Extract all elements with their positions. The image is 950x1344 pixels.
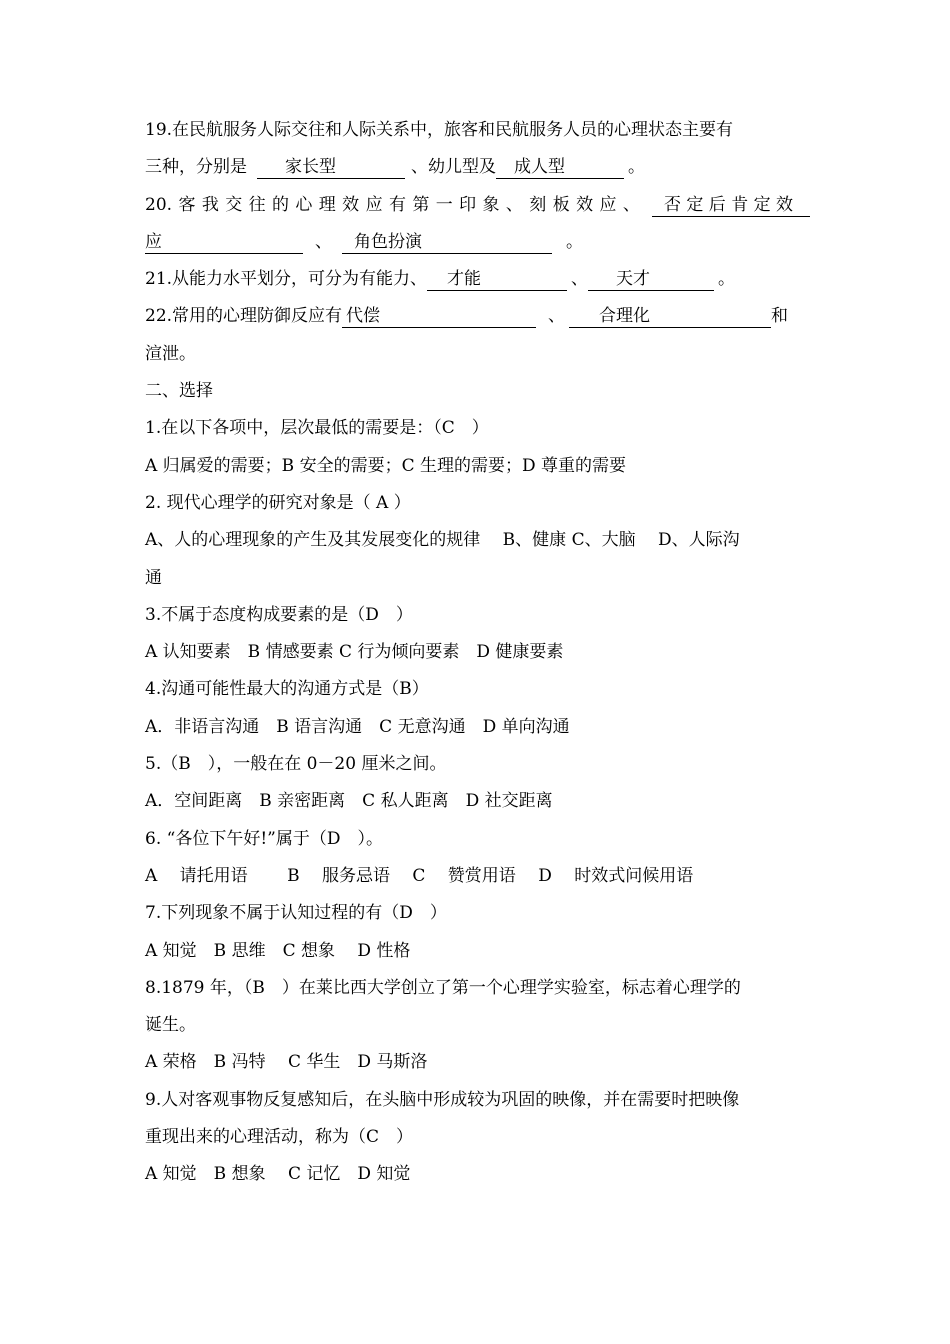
q20-char: 我 [201, 194, 219, 215]
mc-line [145, 709, 810, 746]
q20-char: 板 [552, 194, 570, 215]
q20-char: 应 [365, 194, 383, 215]
q20-end: 。 [566, 231, 583, 252]
q20-char: 一 [435, 194, 453, 215]
mc-line [145, 1156, 810, 1193]
q20-separator: 、 [315, 231, 332, 252]
q22-answer-1: 代偿 [342, 305, 536, 328]
question-5: 5.（B ），一般在在 0－20 厘米之间。 [145, 754, 447, 775]
question-9: 9.人对客观事物反复感知后，在头脑中形成较为巩固的映像，并在需要时把映像 [145, 1089, 740, 1110]
q20-char: 、 [622, 194, 640, 215]
mc-line [145, 522, 810, 559]
q20-answer-1-part-2: 应 [145, 231, 303, 254]
q19-answer-2: 成人型 [496, 156, 624, 179]
options-2-continued: 通 [145, 567, 162, 588]
q20-char: 理 [318, 194, 336, 215]
question-1: 1.在以下各项中，层次最低的需要是：（C ） [145, 418, 489, 439]
mc-line [145, 1082, 810, 1119]
options-9: A 知觉 B 想象 C 记忆 D 知觉 [145, 1164, 411, 1185]
mc-line [145, 1044, 810, 1081]
q20-char: 印 [459, 194, 477, 215]
q22-end: 和 [771, 306, 789, 327]
mc-line [145, 783, 810, 820]
mc-line [145, 597, 810, 634]
q20-char: 交 [225, 194, 243, 215]
question-3: 3.不属于态度构成要素的是（D ） [145, 604, 413, 625]
q22-continuation: 渲泄。 [145, 343, 196, 364]
q22-line-1 [145, 298, 810, 335]
q22-separator: 、 [548, 306, 566, 327]
mc-line [145, 485, 810, 522]
q20-spread-text [145, 187, 640, 224]
q20-char: 有 [388, 194, 406, 215]
question-7: 7.下列现象不属于认知过程的有（D ） [145, 903, 447, 924]
q20-char: 20. [145, 194, 173, 215]
mc-line [145, 634, 810, 671]
section-title: 二、选择 [145, 381, 213, 402]
mc-line [145, 746, 810, 783]
mc-line [145, 933, 810, 970]
mc-line [145, 448, 810, 485]
question-2: 2. 现代心理学的研究对象是（ A ） [145, 492, 411, 513]
q19-end: 。 [628, 157, 645, 178]
q19-line-2 [145, 149, 810, 186]
options-4: A．非语言沟通 B 语言沟通 C 无意沟通 D 单向沟通 [145, 716, 570, 737]
q19-line-1 [145, 112, 810, 149]
mc-line [145, 671, 810, 708]
mc-line [145, 858, 810, 895]
mc-line [145, 410, 810, 447]
q21-text: 21.从能力水平划分，可分为有能力、 [145, 269, 428, 290]
q22-answer-2: 合理化 [569, 305, 771, 328]
q20-line-2 [145, 224, 810, 261]
options-2: A、人的心理现象的产生及其发展变化的规律 B、健康 C、大脑 D、人际沟 [145, 530, 740, 551]
question-6: 6. “各位下午好!”属于（D ）。 [145, 828, 383, 849]
options-1: A 归属爱的需要；B 安全的需要；C 生理的需要；D 尊重的需要 [145, 455, 627, 476]
q22-line-2 [145, 336, 810, 373]
q20-char: 心 [295, 194, 313, 215]
section-heading [145, 373, 810, 410]
q20-char: 客 [178, 194, 196, 215]
q21-answer-1: 才能 [427, 268, 567, 291]
mc-line [145, 560, 810, 597]
question-8: 8.1879 年，（B ）在莱比西大学创立了第一个心理学实验室，标志着心理学的 [145, 977, 741, 998]
mc-line [145, 895, 810, 932]
options-6: A 请托用语 B 服务忌语 C 赞赏用语 D 时效式问候用语 [145, 865, 694, 886]
options-8: A 荣格 B 冯特 C 华生 D 马斯洛 [145, 1052, 428, 1073]
q20-char: 、 [505, 194, 523, 215]
q19-answer-1: 家长型 [257, 156, 405, 179]
q20-char: 效 [576, 194, 594, 215]
q21-answer-2: 天才 [588, 268, 714, 291]
question-8-continued: 诞生。 [145, 1015, 196, 1036]
q20-char: 第 [412, 194, 430, 215]
q20-char: 的 [272, 194, 289, 215]
q19-mid: 、幼儿型及 [411, 157, 496, 178]
q20-char: 应 [599, 194, 617, 215]
mc-line [145, 1007, 810, 1044]
q21-line [145, 261, 810, 298]
q22-text: 22.常用的心理防御反应有 [145, 306, 343, 327]
q20-answer-1-part-1: 否 定 后 肯 定 效 [652, 194, 810, 217]
mc-line [145, 970, 810, 1007]
q20-char: 效 [342, 194, 360, 215]
mc-line [145, 1119, 810, 1156]
q19-lead: 三种，分别是 [145, 157, 247, 178]
options-5: A．空间距离 B 亲密距离 C 私人距离 D 社交距离 [145, 791, 553, 812]
question-4: 4.沟通可能性最大的沟通方式是（B） [145, 679, 429, 700]
q21-end: 。 [718, 269, 736, 290]
options-3: A 认知要素 B 情感要素 C 行为倾向要素 D 健康要素 [145, 642, 564, 663]
q20-char: 刻 [529, 194, 547, 215]
q20-answer-2: 角色扮演 [342, 231, 552, 254]
mc-line [145, 821, 810, 858]
q20-char: 往 [248, 194, 266, 215]
q20-line-1 [145, 187, 810, 224]
q20-char: 象 [482, 194, 500, 215]
q19-text: 19.在民航服务人际交往和人际关系中，旅客和民航服务人员的心理状态主要有 [145, 120, 734, 140]
question-9-continued: 重现出来的心理活动，称为（C ） [145, 1127, 414, 1148]
document-page [145, 112, 810, 1194]
options-7: A 知觉 B 思维 C 想象 D 性格 [145, 940, 411, 961]
q21-separator: 、 [571, 269, 589, 290]
